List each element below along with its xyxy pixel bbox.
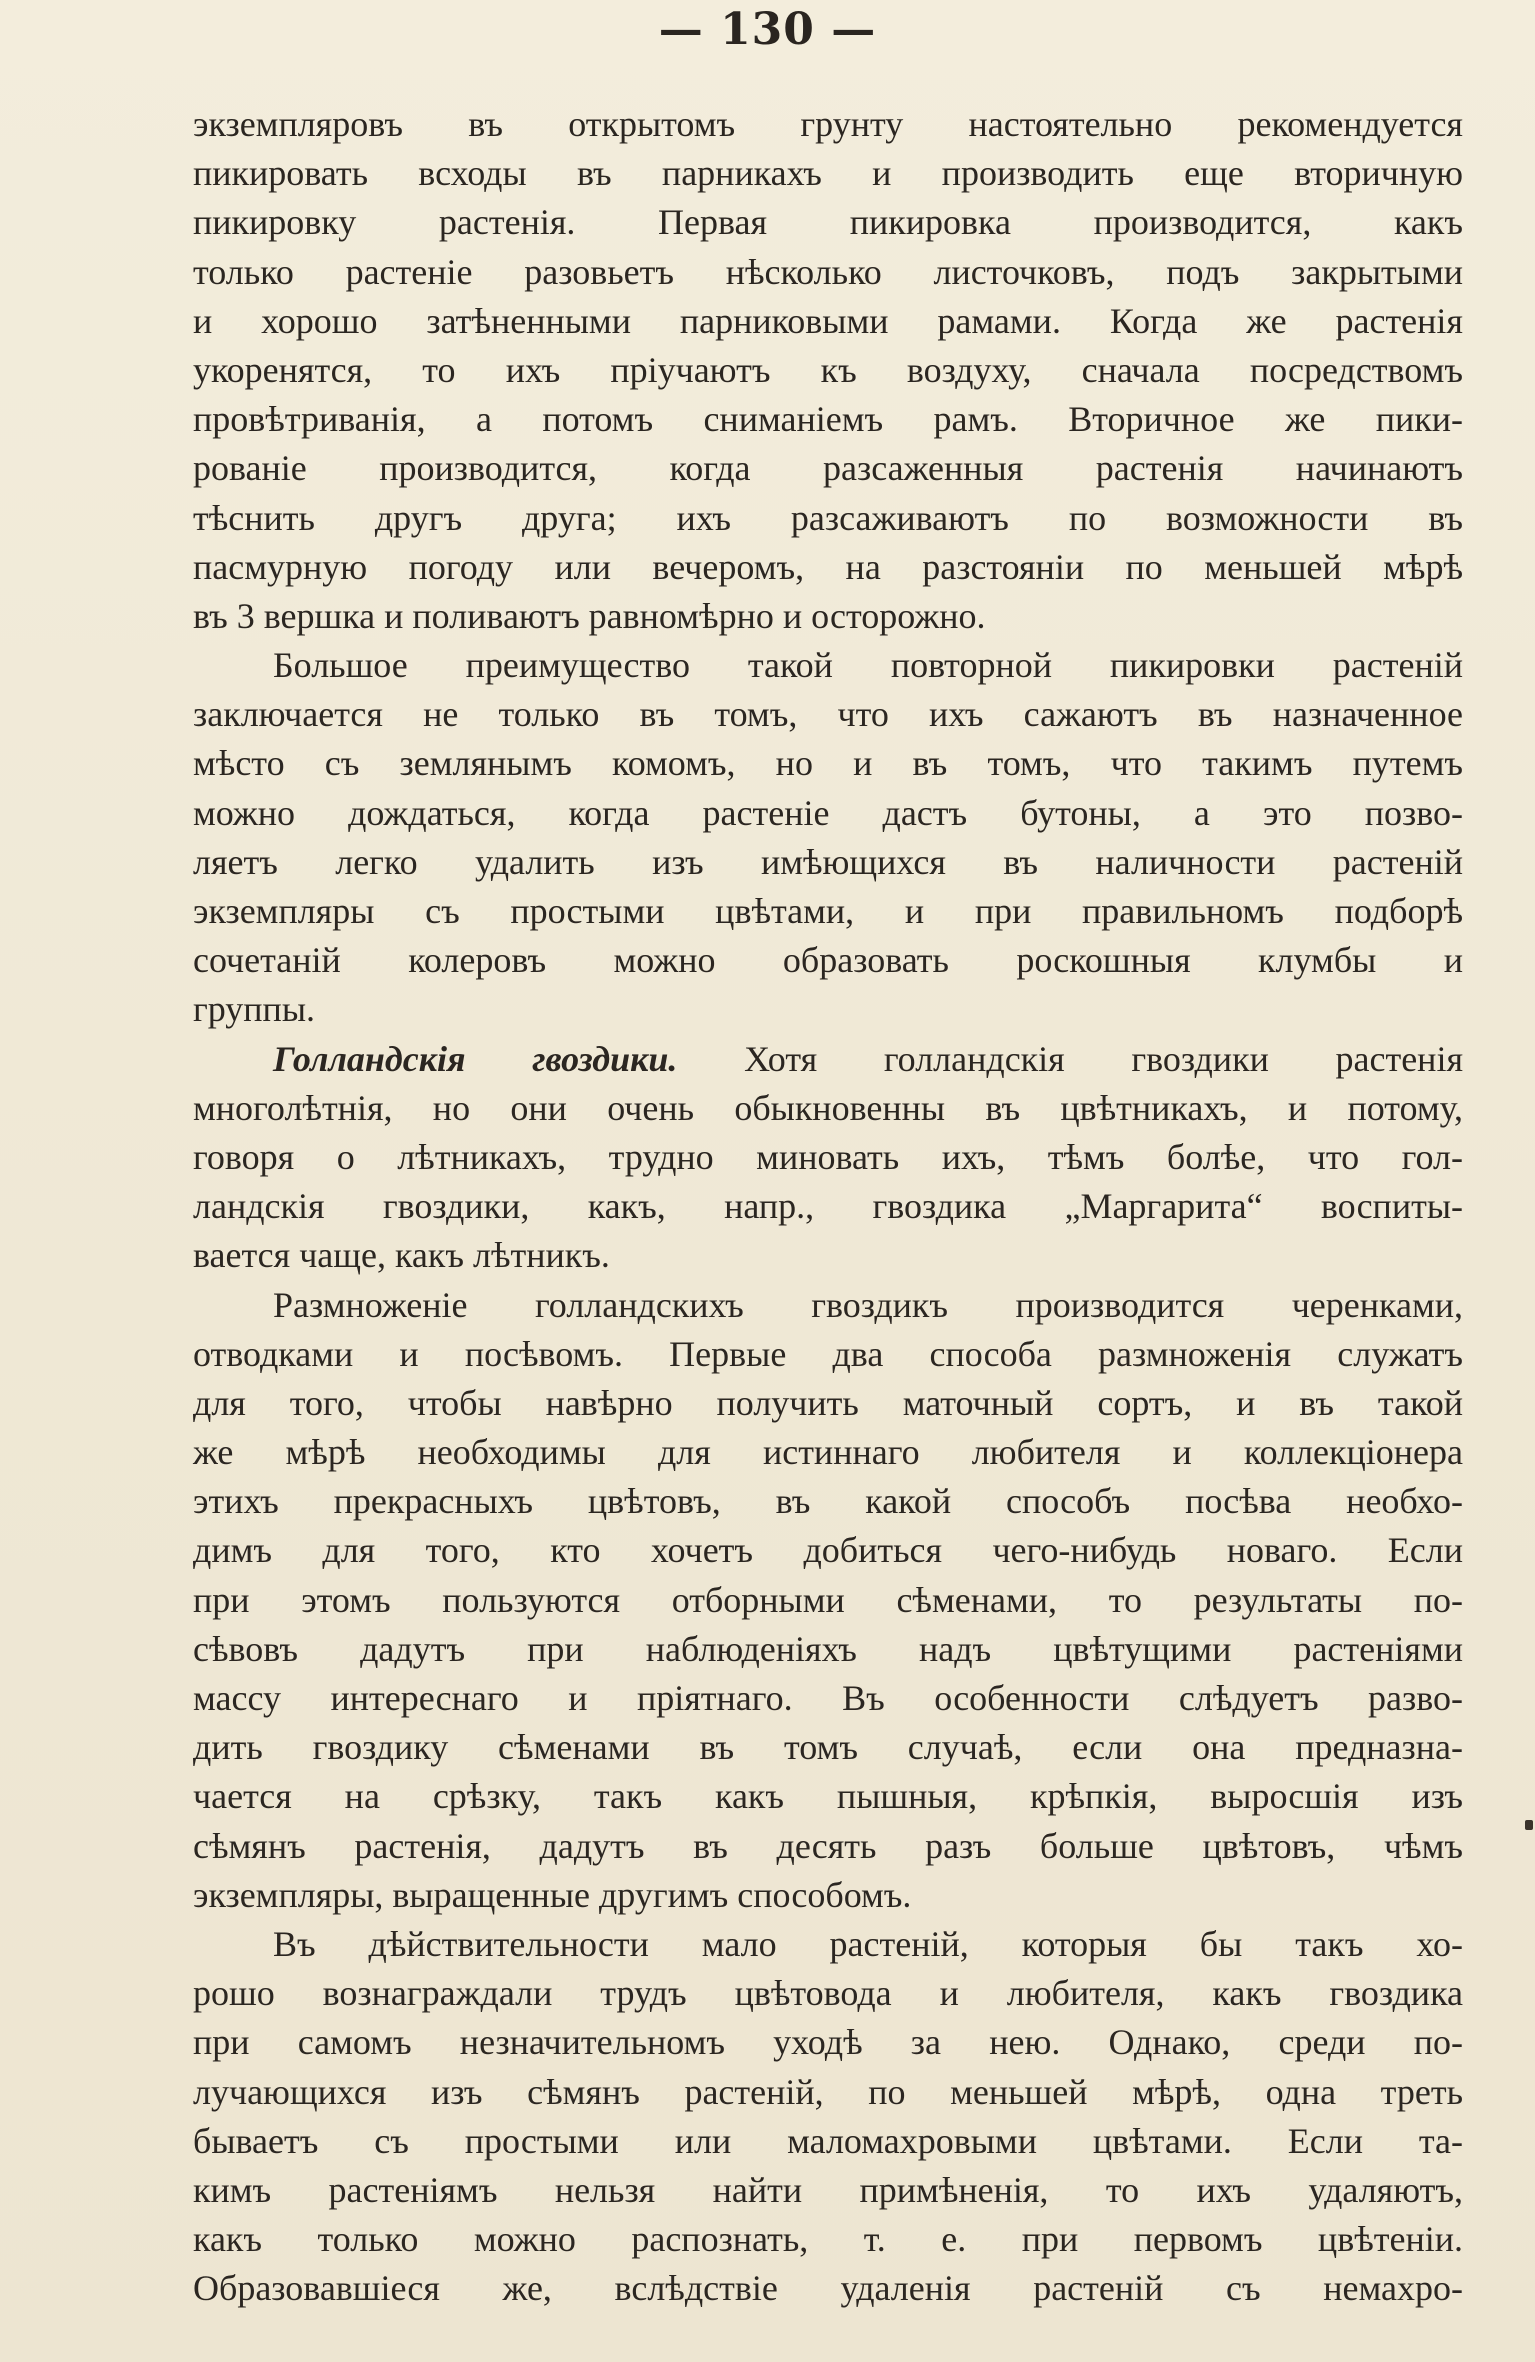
text-line: заключается не только въ томъ, что ихъ сажаютъ въ назначенное [193, 694, 1463, 735]
text-line: вается чаще, какъ лѣтникъ. [193, 1235, 610, 1276]
text-line: рованіе производится, когда разсаженныя растенія начинаютъ [193, 448, 1463, 489]
text-line: массу интереснаго и пріятнаго. Въ особенности слѣдуетъ разво- [193, 1678, 1463, 1718]
text-line: какъ только можно распознать, т. е. при первомъ цвѣтеніи. [193, 2219, 1463, 2260]
text-line: ландскія гвоздики, какъ, напр., гвоздика „Маргарита“ воспиты- [193, 1186, 1463, 1227]
text-line: димъ для того, кто хочетъ добиться чего-нибудь новаго. Если [193, 1530, 1463, 1571]
paragraph-1 [193, 100, 1463, 641]
page-number: — 130 — [658, 4, 877, 55]
text-line: тѣснить другъ друга; ихъ разсаживаютъ по возможности въ [193, 497, 1463, 538]
text-line: экземпляровъ въ открытомъ грунту настоятельно рекомендуется [193, 104, 1463, 144]
text-line: многолѣтнія, но они очень обыкновенны въ цвѣтникахъ, и потому, [193, 1087, 1463, 1128]
text-line: мѣсто съ землянымъ комомъ, но и въ томъ, что такимъ путемъ [193, 743, 1463, 784]
text-fragment: Хотя голландскія гвоздики растенія [744, 1038, 1464, 1079]
text-line: дить гвоздику сѣменами въ томъ случаѣ, если она предназна- [193, 1727, 1463, 1768]
text-line: ляетъ легко удалить изъ имѣющихся въ наличности растеній [193, 841, 1463, 882]
text-line [193, 1035, 1463, 1084]
paragraph-4 [193, 1281, 1463, 1920]
text-line: Большое преимущество такой повторной пикировки растеній [273, 645, 1463, 686]
text-line: чается на срѣзку, такъ какъ пышныя, крѣпкія, выросшія изъ [193, 1776, 1463, 1817]
text-line: можно дождаться, когда растеніе дастъ бутоны, а это позво- [193, 792, 1463, 833]
text-line: Размноженіе голландскихъ гвоздикъ производится черенками, [273, 1284, 1463, 1325]
text-line: при самомъ незначительномъ уходѣ за нею. Однако, среди по- [193, 2022, 1463, 2063]
text-line: въ 3 вершка и поливаютъ равномѣрно и осторожно. [193, 595, 986, 636]
text-line: лучающихся изъ сѣмянъ растеній, по меньшей мѣрѣ, одна треть [193, 2071, 1463, 2112]
paragraph-5 [193, 1920, 1463, 2314]
text-line: бываетъ съ простыми или маломахровыми цвѣтами. Если та- [193, 2120, 1463, 2161]
paragraph-3 [193, 1035, 1463, 1281]
text-line: сѣвовъ дадутъ при наблюденіяхъ надъ цвѣтущими растеніями [193, 1628, 1463, 1669]
text-line: этихъ прекрасныхъ цвѣтовъ, въ какой способъ посѣва необхо- [193, 1481, 1463, 1522]
text-line: только растеніе разовьетъ нѣсколько листочковъ, подъ закрытыми [193, 251, 1463, 292]
text-line: группы. [193, 989, 316, 1030]
text-line: Въ дѣйствительности мало растеній, которыя бы такъ хо- [273, 1923, 1463, 1964]
section-heading: Голландскія гвоздики. [273, 1038, 678, 1079]
text-line: Образовавшіеся же, вслѣдствіе удаленія растеній съ немахро- [193, 2268, 1463, 2309]
text-line: и хорошо затѣненными парниковыми рамами. Когда же растенія [193, 300, 1463, 341]
scan-edge-mark [1525, 1820, 1533, 1830]
text-line: сѣмянъ растенія, дадутъ въ десять разъ больше цвѣтовъ, чѣмъ [193, 1825, 1463, 1866]
text-line: при этомъ пользуются отборными сѣменами, то результаты по- [193, 1579, 1463, 1620]
text-line: для того, чтобы навѣрно получить маточный сортъ, и въ такой [193, 1382, 1463, 1423]
text-line: же мѣрѣ необходимы для истиннаго любителя и коллекціонера [193, 1432, 1463, 1473]
text-line: экземпляры съ простыми цвѣтами, и при правильномъ подборѣ [193, 891, 1463, 931]
text-line: рошо вознаграждали трудъ цвѣтовода и любителя, какъ гвоздика [193, 1973, 1463, 2014]
page-text [193, 100, 1463, 2313]
text-line: пикировку растенія. Первая пикировка производится, какъ [193, 202, 1463, 243]
text-line: пикировать всходы въ парникахъ и производить еще вторичную [193, 153, 1463, 194]
text-line: укоренятся, то ихъ пріучаютъ къ воздуху, сначала посредствомъ [193, 349, 1463, 390]
text-line: кимъ растеніямъ нельзя найти примѣненія, то ихъ удаляютъ, [193, 2169, 1463, 2210]
text-line: провѣтриванія, а потомъ сниманіемъ рамъ. Вторичное же пики- [193, 399, 1463, 440]
text-line: говоря о лѣтникахъ, трудно миновать ихъ, тѣмъ болѣе, что гол- [193, 1136, 1463, 1177]
text-line: отводками и посѣвомъ. Первые два способа размноженія служатъ [193, 1333, 1463, 1374]
paragraph-2 [193, 641, 1463, 1035]
text-line: пасмурную погоду или вечеромъ, на разстояніи по меньшей мѣрѣ [193, 546, 1463, 587]
text-line: экземпляры, выращенные другимъ способомъ. [193, 1874, 912, 1915]
text-line: сочетаній колеровъ можно образовать роскошныя клумбы и [193, 940, 1463, 981]
